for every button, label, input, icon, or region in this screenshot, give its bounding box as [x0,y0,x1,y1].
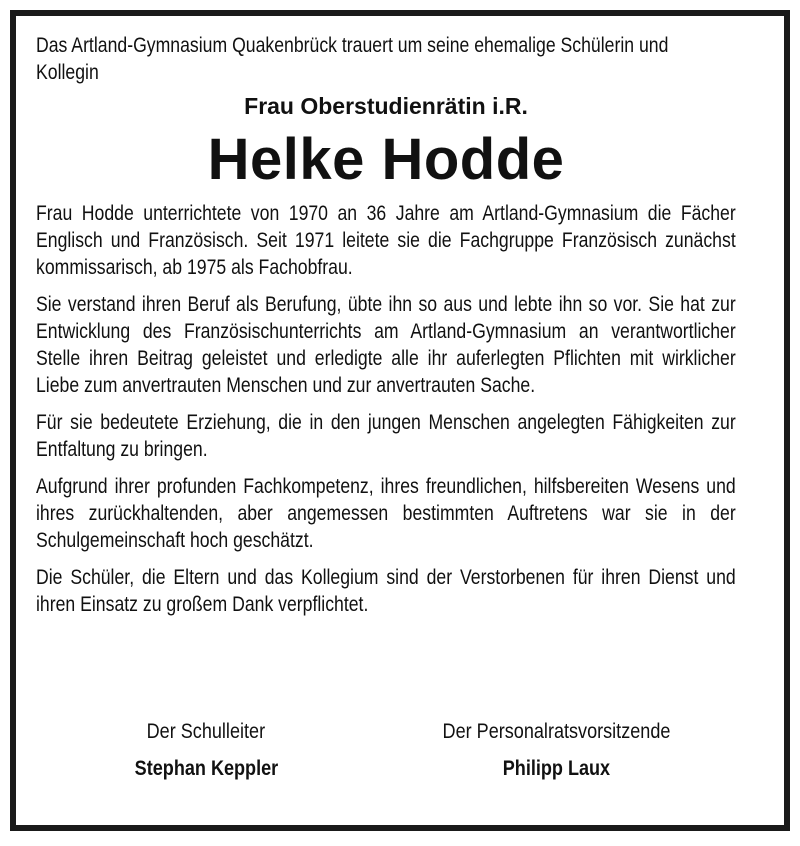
paragraph-vocation: Sie verstand ihren Beruf als Berufung, übte ihn so aus und lebte ihn so vor. Sie hat zur Entwicklung des Französischunterrichts am Artland-Gymnasium an verantwortlicher Stelle ihren Beitrag geleistet und erledigte alle ihr auferlegten Pflichten mit wirklicher Liebe zum anvertrauten Menschen und zur anvertrauten Sache. [36,293,736,397]
signature-staff-council [406,718,706,782]
deceased-name: Helke Hodde [207,127,565,192]
paragraph-education: Für sie bedeutete Erziehung, die in den jungen Menschen angelegten Fähigkeiten zur Entfaltung zu bringen. [36,411,736,461]
signature-name: Stephan Keppler [134,757,278,780]
paragraph-career: Frau Hodde unterrichtete von 1970 an 36 Jahre am Artland-Gymnasium die Fächer Englisch und Französisch. Seit 1971 leitete sie die Fachgruppe Französisch zunächst kommissarisch, ab 1975 als Fachobfrau. [36,202,736,279]
paragraph-thanks: Die Schüler, die Eltern und das Kollegium sind der Verstorbenen für ihren Dienst und ihren Einsatz zu großem Dank verpflichtet. [36,566,736,616]
intro-text: Das Artland-Gymnasium Quakenbrück trauert um seine ehemalige Schülerin und Kollegin [36,34,669,84]
paragraph-character: Aufgrund ihrer profunden Fachkompetenz, ihres freundlichen, hilfsbereiten Wesens und ihres zurückhaltenden, aber angemessen bestimmten Auftretens war sie in der Schulgemeinschaft hoch geschätzt. [36,475,736,552]
signature-name: Philipp Laux [502,757,610,780]
signature-role: Der Schulleiter [146,720,266,743]
title-honorific: Frau Oberstudienrätin i.R. [244,93,528,119]
signature-role: Der Personalratsvorsitzende [442,720,670,743]
signature-headmaster [56,718,356,782]
signature-block [36,718,736,788]
obituary-content [36,32,736,628]
